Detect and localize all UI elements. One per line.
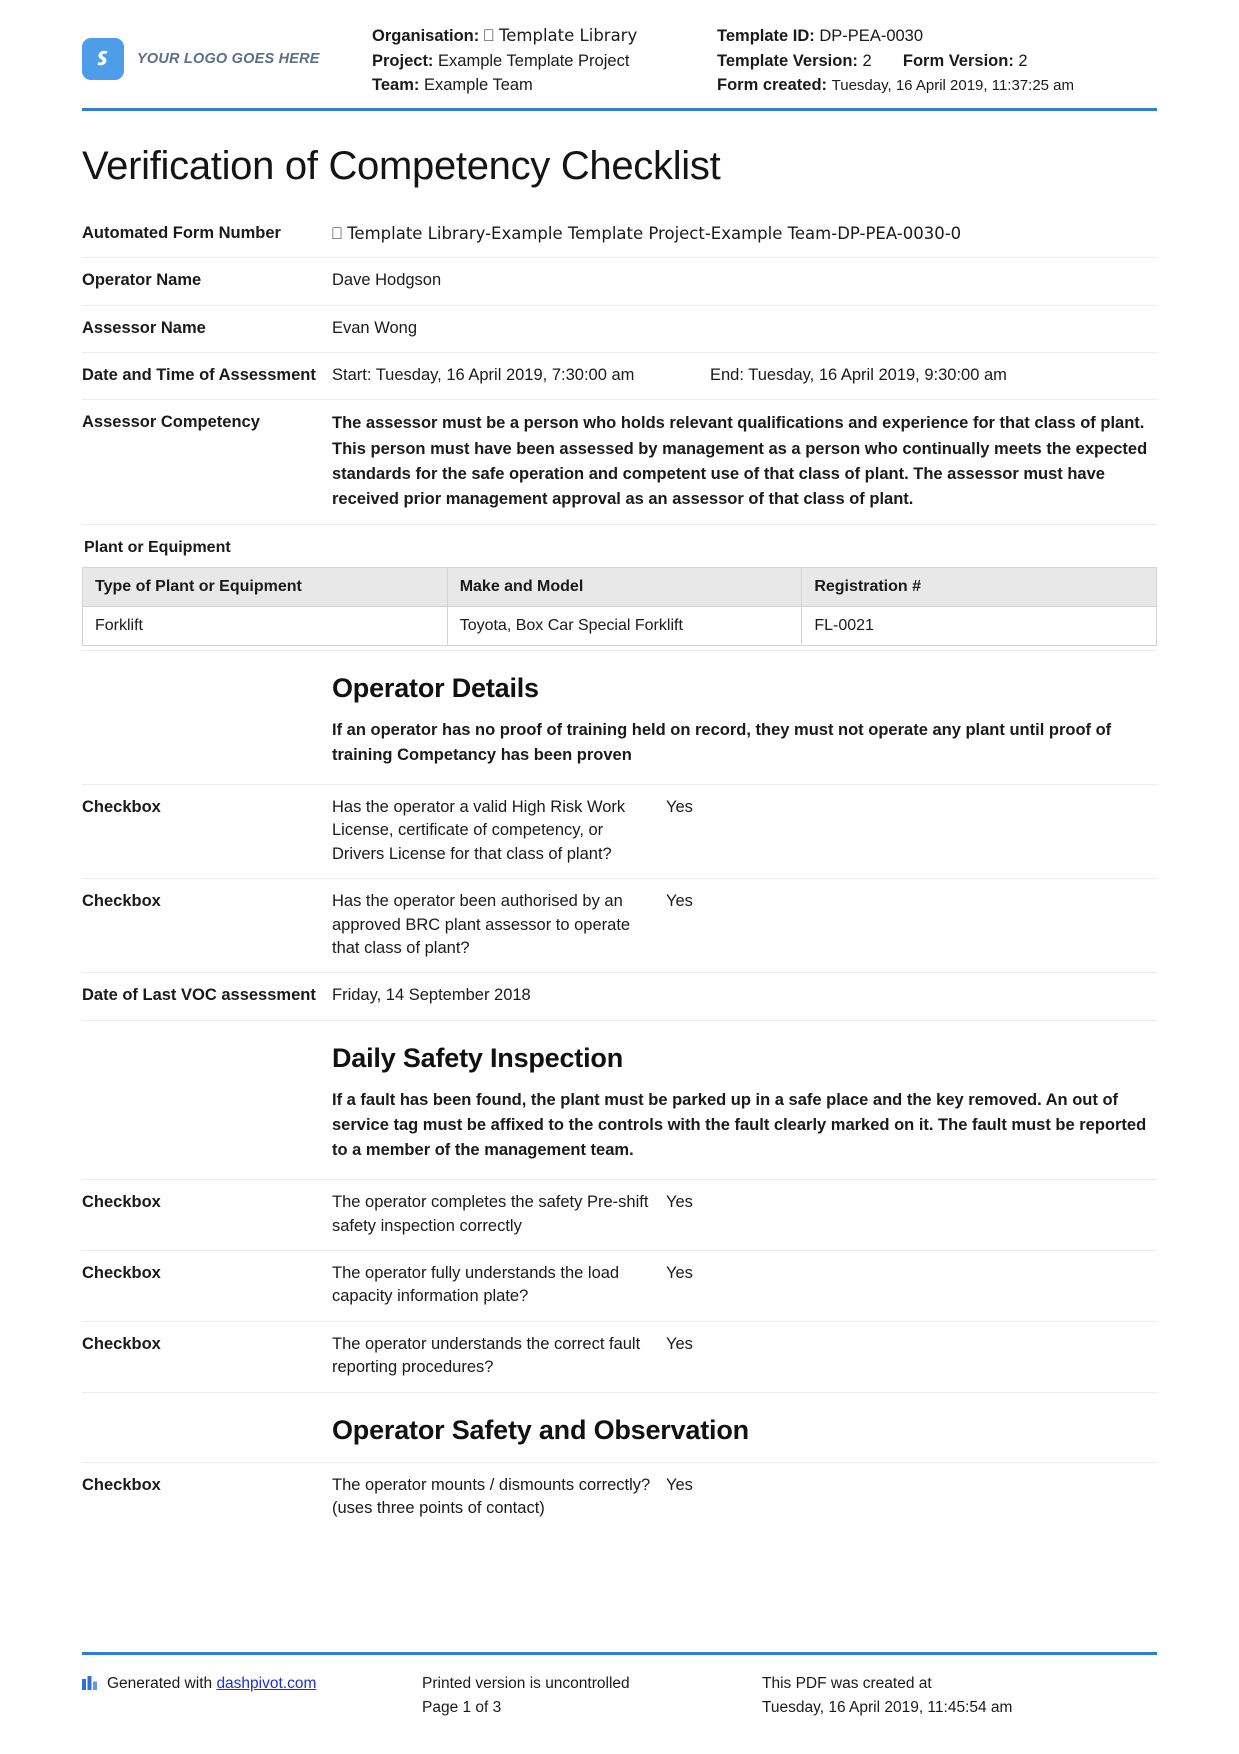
section-daily-safety-inspection (82, 1020, 1157, 1179)
cell-registration: FL-0021 (802, 606, 1157, 645)
assessment-start-value: Start: Tuesday, 16 April 2019, 7:30:00 am (332, 366, 635, 384)
row-question: The operator fully understands the load capacity information plate? (332, 1263, 620, 1306)
section-gutter (82, 673, 332, 768)
assessor-competency-value: The assessor must be a person who holds relevant qualifications and experience for that class of plant. This person must have been assessed by management as a person who continually meets the expected standards for the safe operation and competent use of that class of plant. The assessor must have received prior management approval as an assessor of that class of plant. (332, 414, 1148, 508)
row-label: Checkbox (82, 1475, 161, 1494)
section-body (332, 673, 1157, 768)
field-value-wrap (332, 364, 1157, 387)
row-answer: Yes (666, 797, 693, 816)
section-title-operator-details: Operator Details (332, 672, 539, 703)
organisation-value: ⎕ Template Library (483, 26, 638, 45)
organisation-row (372, 24, 717, 49)
checkbox-row-authorised (82, 878, 1157, 972)
template-id-row (717, 24, 1157, 49)
checkbox-row-load-capacity (82, 1250, 1157, 1321)
form-created-label: Form created: (717, 76, 828, 95)
team-value: Example Team (423, 76, 533, 95)
field-label: Date of Last VOC assessment (82, 986, 316, 1005)
row-value-wrap (332, 1262, 1157, 1309)
section-body (332, 1043, 1157, 1163)
field-label: Operator Name (82, 271, 202, 290)
template-id-value: DP-PEA-0030 (819, 27, 924, 45)
plant-equipment-block (82, 524, 1157, 650)
document-header (82, 0, 1157, 111)
generated-prefix: Generated with (107, 1674, 217, 1692)
section-body (332, 1415, 1157, 1446)
row-label: Checkbox (82, 892, 161, 911)
document-footer (82, 1652, 1157, 1720)
page-title: Verification of Competency Checklist (82, 143, 721, 188)
header-meta-left (372, 24, 717, 98)
footer-generated-block (82, 1672, 422, 1720)
field-value-wrap (332, 984, 1157, 1007)
checkbox-row-fault-reporting (82, 1321, 1157, 1392)
row-question: Has the operator been authorised by an approved BRC plant assessor to operate that class of plant? (332, 892, 631, 957)
last-voc-value: Friday, 14 September 2018 (332, 986, 531, 1005)
field-value-wrap (332, 411, 1157, 511)
section-operator-safety-observation (82, 1392, 1157, 1462)
field-operator-name (82, 257, 1157, 304)
printed-notice: Printed version is uncontrolled (422, 1674, 630, 1692)
table-head (83, 567, 1157, 606)
field-value-wrap (332, 317, 1157, 340)
table-header-row (83, 567, 1157, 606)
row-answer: Yes (666, 1475, 693, 1494)
row-label: Checkbox (82, 1334, 161, 1353)
section-description: If a fault has been found, the plant must be parked up in a safe place and the key removed. An out of service tag must be affixed to the controls with the fault clearly marked on it. The fault must be reported to a member of the management team. (332, 1090, 1147, 1159)
section-description: If an operator has no proof of training held on record, they must not operate any plant until proof of training Competancy has been proven (332, 720, 1112, 764)
assessor-name-value: Evan Wong (332, 318, 417, 337)
plant-equipment-table (82, 567, 1157, 646)
row-label: Checkbox (82, 1193, 161, 1212)
row-question: The operator completes the safety Pre-shift safety inspection correctly (332, 1193, 649, 1235)
checkbox-row-license (82, 784, 1157, 878)
row-label: Checkbox (82, 797, 161, 816)
row-question: Has the operator a valid High Risk Work License, certificate of competency, or Drivers License for that class of plant? (332, 797, 626, 863)
logo-block (82, 24, 372, 80)
column-header-registration: Registration # (802, 567, 1157, 606)
operator-name-value: Dave Hodgson (332, 271, 442, 290)
field-date-time-assessment (82, 352, 1157, 399)
field-assessor-name (82, 305, 1157, 352)
automated-form-number-value: ⎕ Template Library-Example Template Project-Example Team-DP-PEA-0030-0 (332, 223, 962, 243)
organisation-label: Organisation: (372, 27, 480, 45)
row-label: Checkbox (82, 1263, 161, 1282)
field-label: Automated Form Number (82, 223, 281, 242)
dashpivot-link[interactable]: dashpivot.com (216, 1674, 317, 1692)
field-assessor-competency (82, 399, 1157, 523)
section-operator-details (82, 650, 1157, 784)
plant-equipment-caption: Plant or Equipment (84, 538, 231, 556)
form-created-value: Tuesday, 16 April 2019, 11:37:25 am (831, 77, 1075, 95)
cell-type: Forklift (83, 606, 448, 645)
column-header-make-model: Make and Model (447, 567, 802, 606)
header-meta-right (717, 24, 1157, 98)
project-value: Example Template Project (438, 51, 630, 70)
section-gutter (82, 1043, 332, 1163)
form-version-label: Form Version: (902, 51, 1014, 70)
row-answer: Yes (666, 1263, 693, 1282)
section-gutter (82, 1415, 332, 1446)
form-version-value: 2 (1018, 51, 1028, 70)
project-row (372, 49, 717, 74)
field-value-wrap (332, 269, 1157, 292)
form-created-row (717, 73, 1157, 98)
pdf-created-timestamp: Tuesday, 16 April 2019, 11:45:54 am (762, 1698, 1013, 1716)
team-label: Team: (372, 76, 420, 95)
field-label: Assessor Name (82, 318, 206, 337)
checkbox-row-mount-dismount (82, 1462, 1157, 1533)
assessment-end-value: End: Tuesday, 16 April 2019, 9:30:00 am (710, 366, 1007, 384)
table-row (83, 606, 1157, 645)
page-number: Page 1 of 3 (422, 1698, 502, 1716)
row-answer: Yes (666, 892, 693, 911)
column-header-type: Type of Plant or Equipment (83, 567, 448, 606)
field-value-wrap (332, 222, 1157, 245)
row-value-wrap (332, 1333, 1157, 1380)
team-row (372, 73, 717, 98)
row-question: The operator understands the correct fault reporting procedures? (332, 1334, 641, 1377)
company-logo-icon (82, 38, 124, 80)
template-version-value: 2 (862, 51, 872, 70)
section-title-daily-safety: Daily Safety Inspection (332, 1042, 623, 1073)
row-question: The operator mounts / dismounts correctly? (uses three points of contact) (332, 1475, 651, 1518)
version-row (717, 49, 1157, 74)
row-answer: Yes (666, 1334, 693, 1353)
cell-make-model: Toyota, Box Car Special Forklift (447, 606, 802, 645)
table-body (83, 606, 1157, 645)
pdf-created-label: This PDF was created at (762, 1674, 932, 1692)
footer-print-block (422, 1672, 762, 1720)
footer-pdf-created-block (762, 1672, 1157, 1720)
field-automated-form-number (82, 211, 1157, 257)
row-answer: Yes (666, 1193, 693, 1212)
template-version-label: Template Version: (717, 51, 858, 70)
footer-generated-text (107, 1672, 316, 1696)
row-value-wrap (332, 1191, 1157, 1238)
field-label: Assessor Competency (82, 413, 260, 432)
section-title-operator-safety: Operator Safety and Observation (332, 1414, 749, 1445)
template-id-label: Template ID: (717, 27, 815, 45)
row-value-wrap (332, 1474, 1157, 1521)
field-last-voc-assessment (82, 972, 1157, 1019)
bar-chart-icon (82, 1674, 99, 1698)
row-value-wrap (332, 796, 1157, 866)
field-label: Date and Time of Assessment (82, 366, 316, 384)
checkbox-row-preshift (82, 1179, 1157, 1250)
row-value-wrap (332, 890, 1157, 960)
project-label: Project: (372, 51, 434, 70)
logo-text: YOUR LOGO GOES HERE (137, 51, 320, 67)
